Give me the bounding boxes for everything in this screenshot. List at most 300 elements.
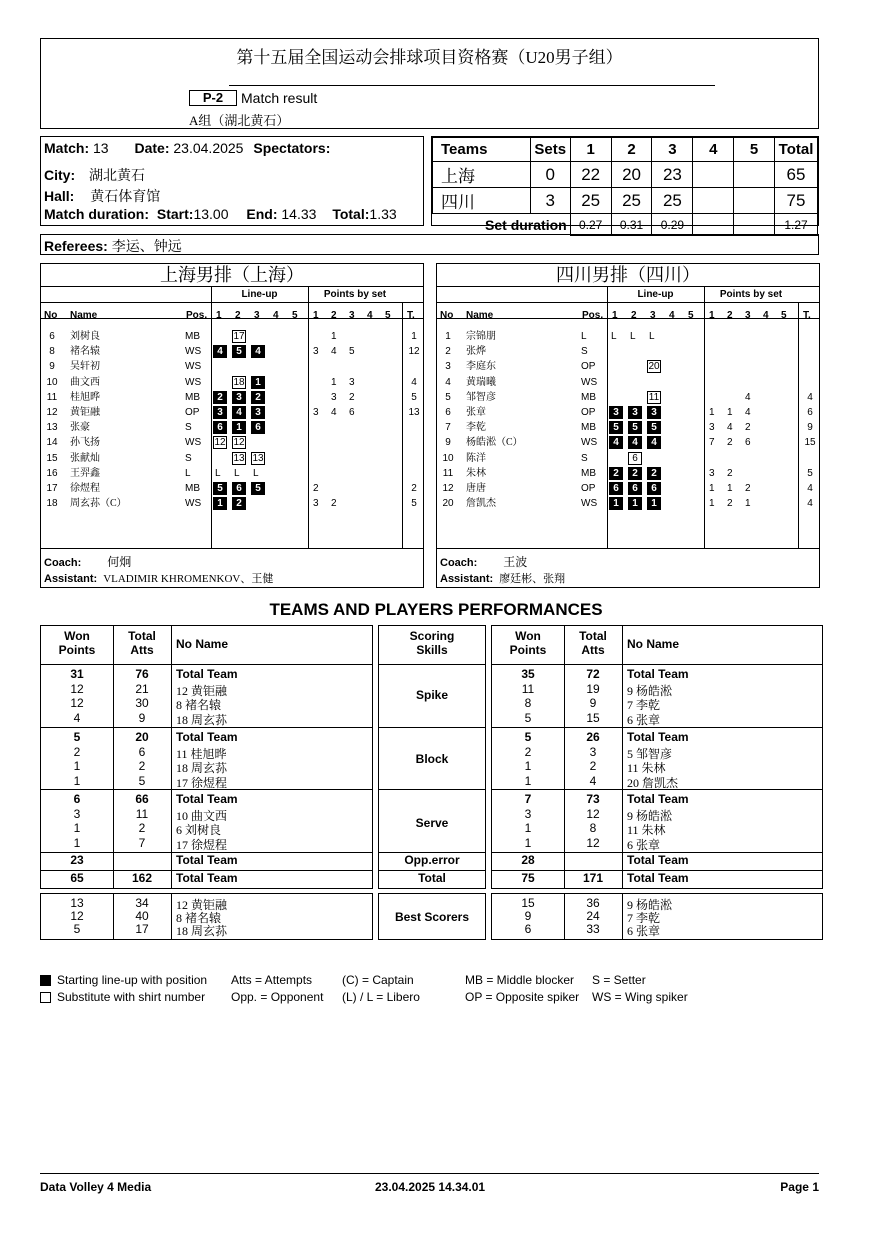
attempts-value: 73 <box>586 792 600 806</box>
set-score-cell <box>734 188 775 214</box>
won-points-value: 5 <box>73 730 81 744</box>
legend-atts: Atts = Attempts <box>231 973 313 987</box>
legend-substitute: Substitute with shirt number <box>57 990 206 1004</box>
attempts-value: 11 <box>135 806 149 821</box>
lineup-set-header: 1 <box>216 310 222 321</box>
scoring-skills-column <box>378 625 486 889</box>
player-position: OP <box>581 483 596 494</box>
column-divider <box>622 894 623 939</box>
column-divider <box>622 626 623 888</box>
city-line <box>44 165 145 185</box>
starting-position-box: 2 <box>213 391 227 404</box>
player-position: WS <box>185 361 202 373</box>
won-points-value: 7 <box>524 792 532 806</box>
set-points: 7 <box>709 437 715 449</box>
starting-position-box: 5 <box>251 482 265 495</box>
player-row <box>41 391 423 406</box>
match-date: 23.04.2025 <box>173 140 244 156</box>
skill-label: Opp.error <box>404 853 460 867</box>
set-points: 1 <box>727 407 733 418</box>
total-team-label: Total Team <box>627 667 689 681</box>
set-points: 3 <box>331 391 337 403</box>
sets-won-cell: 0 <box>530 162 570 188</box>
player-name: 李庭东 <box>466 361 496 373</box>
player-position: S <box>185 452 192 464</box>
col-total-header: T. <box>407 310 415 321</box>
set-points: 3 <box>313 498 319 510</box>
starting-position-box: 2 <box>609 467 623 480</box>
best-atts-value: 33 <box>586 922 600 936</box>
start-label: Start: <box>156 206 194 222</box>
col-name-header: Name <box>466 310 494 321</box>
referees-label: Referees: <box>44 238 108 254</box>
total-header: Total <box>128 629 156 643</box>
event-title: 第十五届全国运动会排球项目资格赛（U20男子组） <box>236 48 623 67</box>
player-number: 8 <box>49 346 55 358</box>
starting-position-box: 5 <box>232 345 246 358</box>
player-number: 14 <box>46 437 58 449</box>
total-points-cell: 65 <box>775 162 818 188</box>
player-name: 张豪 <box>70 422 90 434</box>
best-atts-value: 24 <box>586 909 600 923</box>
best-scorers-label: Best Scorers <box>394 910 470 924</box>
points-set-header: 2 <box>331 310 337 321</box>
player-name: 刘树良 <box>70 331 100 342</box>
starting-position-box: 3 <box>213 406 227 419</box>
hall-line <box>44 186 160 206</box>
player-number: 10 <box>46 376 58 388</box>
group-label: A组（湖北黄石） <box>189 113 290 128</box>
player-number: 13 <box>46 422 58 434</box>
player-name: 宗锦朋 <box>466 331 496 342</box>
player-number: 17 <box>46 483 58 494</box>
col-no-header: No <box>440 310 454 321</box>
best-atts-value: 40 <box>135 909 149 923</box>
total-label: Total: <box>332 206 370 222</box>
lineup-set-header: 5 <box>292 310 298 321</box>
best-won-value: 6 <box>524 922 532 936</box>
row-divider <box>492 664 822 665</box>
substitute-number-box: 6 <box>628 452 642 465</box>
set-score-cell: 23 <box>652 162 693 188</box>
won-points-value: 65 <box>70 871 84 885</box>
starting-position-box: 1 <box>213 497 227 510</box>
lineup-set-header: 2 <box>235 310 241 321</box>
total-points: 4 <box>807 483 813 494</box>
legend-mb: MB = Middle blocker <box>465 973 575 987</box>
player-number: 1 <box>445 331 451 342</box>
attempts-value: 8 <box>589 821 597 835</box>
total-points: 5 <box>411 498 417 510</box>
player-number: 6 <box>49 331 55 342</box>
player-number: 6 <box>445 407 451 418</box>
best-won-value: 12 <box>70 909 84 923</box>
coach-line <box>44 553 131 570</box>
total-points: 9 <box>807 422 813 434</box>
total-time: 1.33 <box>369 206 397 222</box>
total-points: 15 <box>804 437 816 449</box>
points-set-header: 1 <box>313 310 319 321</box>
col-pos-header: Pos. <box>582 310 604 321</box>
starting-position-box: 3 <box>251 406 265 419</box>
coach-name: 何炯 <box>107 555 132 569</box>
player-row <box>41 345 423 360</box>
starting-position-box: 1 <box>251 376 265 389</box>
player-name: 李乾 <box>466 422 486 434</box>
performance-table-right <box>491 625 823 889</box>
substitute-number-box: 11 <box>648 391 660 403</box>
lineup-set-header: 3 <box>254 310 260 321</box>
points-set-header: 3 <box>349 310 355 321</box>
set-score-cell: 22 <box>570 162 611 188</box>
best-scorer-entry: 18 周玄荪 <box>176 924 228 938</box>
won-points-value: 3 <box>73 806 81 821</box>
assistant-names: VLADIMIR KHROMENKOV、王健 <box>103 573 274 585</box>
won-points-value: 1 <box>73 759 81 773</box>
divider <box>41 318 423 319</box>
player-entry: 6 刘树良 <box>176 823 222 837</box>
libero-mark: L <box>649 331 655 342</box>
player-row <box>437 497 819 512</box>
set-points: 1 <box>331 331 337 342</box>
attempts-value: 171 <box>582 871 604 885</box>
teams-header: Teams <box>433 138 531 162</box>
player-row <box>437 406 819 421</box>
player-row <box>41 360 423 375</box>
no-name-header: No Name <box>627 637 680 651</box>
starting-position-box: 6 <box>213 421 227 434</box>
team-panel-sichuan <box>436 263 820 588</box>
best-scorer-entry: 7 李乾 <box>627 911 661 925</box>
total-points: 4 <box>807 498 813 510</box>
player-row <box>41 482 423 497</box>
player-name: 朱林 <box>466 467 486 479</box>
total-team-label: Total Team <box>627 871 689 885</box>
substitute-number-box: 17 <box>233 331 245 342</box>
total-points: 13 <box>408 407 420 418</box>
player-name: 曲文西 <box>70 376 100 388</box>
player-number: 9 <box>49 361 55 373</box>
set5-header: 5 <box>734 138 775 162</box>
end-time: 14.33 <box>281 206 317 222</box>
set4-header: 4 <box>693 138 734 162</box>
best-scorer-entry: 6 张章 <box>627 924 661 938</box>
won-points-value: 75 <box>521 871 535 885</box>
divider <box>437 318 819 319</box>
assistant-names: 廖廷彬、张翔 <box>499 573 566 585</box>
player-position: WS <box>581 498 598 510</box>
scoring-header: Scoring <box>409 629 455 643</box>
won-points-value: 1 <box>73 835 81 850</box>
libero-mark: L <box>215 467 221 479</box>
points-set-header: 4 <box>763 310 769 321</box>
won-points-value: 2 <box>73 744 81 759</box>
starting-position-box: 3 <box>609 406 623 419</box>
set-points: 2 <box>745 483 751 494</box>
player-name: 杨皓淞（C） <box>466 437 523 449</box>
best-won-value: 13 <box>70 896 84 910</box>
city-label: City: <box>44 167 76 183</box>
set-points: 6 <box>349 407 355 418</box>
won-points-value: 1 <box>524 821 532 835</box>
player-name: 陈洋 <box>466 452 486 464</box>
won-points-value: 5 <box>524 730 532 744</box>
best-scorers-left <box>40 893 373 940</box>
substitute-legend-icon <box>40 992 51 1003</box>
substitute-number-box: 18 <box>233 376 245 388</box>
starting-position-box: 5 <box>647 421 661 434</box>
player-entry: 6 张章 <box>627 837 661 852</box>
starting-position-box: 1 <box>647 497 661 510</box>
won-points-value: 5 <box>524 710 532 725</box>
row-divider <box>379 727 485 728</box>
total-points: 4 <box>807 391 813 403</box>
lineup-set-header: 1 <box>612 310 618 321</box>
lineup-set-header: 2 <box>631 310 637 321</box>
won-points-value: 1 <box>524 835 532 850</box>
substitute-number-box: 12 <box>233 437 245 449</box>
won-header: Won <box>64 629 90 643</box>
set-score-cell <box>693 162 734 188</box>
divider <box>437 286 819 287</box>
set-points: 1 <box>331 376 337 388</box>
player-number: 9 <box>445 437 451 449</box>
col-total-header: T. <box>803 310 811 321</box>
lineup-header: Line-up <box>637 289 674 300</box>
assistant-line <box>44 570 273 586</box>
attempts-value: 3 <box>589 744 597 759</box>
hall-label: Hall: <box>44 188 75 204</box>
assistant-label: Assistant: <box>44 573 98 585</box>
total-header: Total <box>775 138 818 162</box>
player-entry: 11 朱林 <box>627 823 666 837</box>
team-name: 上海男排（上海） <box>160 265 304 285</box>
set-points: 2 <box>727 437 733 449</box>
starting-position-box: 2 <box>232 497 246 510</box>
won-points-value: 3 <box>524 806 532 821</box>
lineup-header: Line-up <box>241 289 278 300</box>
substitute-number-box: 13 <box>233 452 245 464</box>
footer-page: Page 1 <box>780 1180 819 1194</box>
starting-position-box: 4 <box>232 406 246 419</box>
set-points: 2 <box>313 483 319 494</box>
won-header: Won <box>515 629 541 643</box>
set-points: 4 <box>331 346 337 358</box>
player-row <box>41 452 423 467</box>
city-value: 湖北黄石 <box>89 169 146 184</box>
date-label: Date: <box>134 140 170 156</box>
player-position: L <box>581 331 587 342</box>
set-points: 1 <box>709 498 715 510</box>
set-points: 1 <box>709 407 715 418</box>
player-position: MB <box>185 331 200 342</box>
legend-starting: Starting line-up with position <box>57 973 208 987</box>
player-entry: 9 杨皓淞 <box>627 808 673 823</box>
libero-mark: L <box>234 467 240 479</box>
skill-label: Block <box>415 752 449 766</box>
total-team-label: Total Team <box>176 730 238 744</box>
divider <box>41 548 423 549</box>
starting-position-box: 1 <box>232 421 246 434</box>
won-points-value: 12 <box>70 681 84 696</box>
won-points-value: 23 <box>70 853 84 867</box>
player-number: 10 <box>442 452 454 464</box>
player-entry: 11 朱林 <box>627 761 666 775</box>
legend-s: S = Setter <box>592 973 646 987</box>
set-points: 3 <box>349 376 355 388</box>
starting-position-box: 6 <box>232 482 246 495</box>
starting-position-box: 5 <box>213 482 227 495</box>
player-entry: 6 张章 <box>627 712 661 727</box>
player-name: 邹智彦 <box>466 391 496 403</box>
total-team-label: Total Team <box>627 792 689 806</box>
total-points: 5 <box>411 391 417 403</box>
skill-label: Total <box>418 871 446 885</box>
starting-position-box: 4 <box>609 436 623 449</box>
starting-position-box: 4 <box>647 436 661 449</box>
set-points: 4 <box>745 391 751 403</box>
set-score-cell: 25 <box>652 188 693 214</box>
starting-position-box: 4 <box>628 436 642 449</box>
report-subtitle: Match result <box>241 90 318 106</box>
libero-mark: L <box>630 331 636 342</box>
player-position: WS <box>185 346 202 358</box>
set-points: 3 <box>709 467 715 479</box>
player-row <box>437 452 819 467</box>
player-position: WS <box>185 498 202 510</box>
player-row <box>41 497 423 512</box>
player-number: 7 <box>445 422 451 434</box>
player-position: MB <box>185 391 200 403</box>
lineup-set-header: 3 <box>650 310 656 321</box>
set-duration-cell: 0.27 <box>570 214 611 236</box>
player-position: WS <box>185 437 202 449</box>
attempts-value: 21 <box>135 681 149 696</box>
player-entry: 5 邹智彦 <box>627 746 673 761</box>
attempts-value: 66 <box>135 792 149 806</box>
attempts-value: 2 <box>589 759 597 773</box>
player-number: 18 <box>46 498 58 510</box>
page-footer <box>40 1173 819 1194</box>
player-entry: 17 徐煜程 <box>176 837 228 852</box>
set-points: 2 <box>727 467 733 479</box>
player-number: 5 <box>445 391 451 403</box>
legend-captain: (C) = Captain <box>342 973 414 987</box>
legend-libero: (L) / L = Libero <box>342 990 420 1004</box>
player-number: 16 <box>46 467 58 479</box>
match-label: Match: <box>44 140 90 156</box>
player-position: S <box>185 422 192 434</box>
set-points: 2 <box>349 391 355 403</box>
start-time: 13.00 <box>193 206 229 222</box>
libero-mark: L <box>611 331 617 342</box>
player-row <box>41 421 423 436</box>
player-position: WS <box>581 437 598 449</box>
best-scorer-entry: 8 褚名辕 <box>176 911 222 925</box>
player-entry: 18 周玄荪 <box>176 761 228 775</box>
atts-header: Atts <box>581 643 605 657</box>
col-pos-header: Pos. <box>186 310 208 321</box>
player-number: 12 <box>46 407 58 418</box>
starting-position-box: 6 <box>609 482 623 495</box>
player-name: 张献灿 <box>70 452 100 464</box>
set-score-cell <box>734 162 775 188</box>
attempts-value: 72 <box>586 667 600 681</box>
player-position: MB <box>185 483 200 494</box>
best-atts-value: 17 <box>135 922 149 936</box>
set-duration-label: Set duration <box>485 216 567 233</box>
player-entry: 20 詹凯杰 <box>627 775 679 790</box>
total-team-label: Total Team <box>176 667 238 681</box>
set-points: 4 <box>745 407 751 418</box>
skill-label: Spike <box>415 688 448 702</box>
attempts-value: 2 <box>138 821 146 835</box>
sets-won-cell: 3 <box>530 188 570 214</box>
performances-title: TEAMS AND PLAYERS PERFORMANCES <box>269 600 603 619</box>
starting-position-box: 2 <box>628 467 642 480</box>
best-atts-value: 34 <box>135 896 149 910</box>
player-name: 王羿鑫 <box>70 467 100 479</box>
player-name: 黄钜融 <box>70 407 100 418</box>
points-set-header: 1 <box>709 310 715 321</box>
starting-position-box: 1 <box>628 497 642 510</box>
points-by-set-header: Points by set <box>719 289 783 300</box>
set-score-cell <box>693 188 734 214</box>
attempts-value: 5 <box>138 773 146 788</box>
player-name: 吴轩初 <box>70 361 100 373</box>
end-label: End: <box>246 206 278 222</box>
score-table <box>431 136 819 233</box>
player-name: 孙飞扬 <box>70 437 100 449</box>
best-scorer-entry: 9 杨皓淞 <box>627 898 673 912</box>
coach-line <box>440 553 527 570</box>
attempts-value: 12 <box>586 835 600 850</box>
total-team-label: Total Team <box>176 792 238 806</box>
starting-position-box: 3 <box>628 406 642 419</box>
row-divider <box>379 664 485 665</box>
player-name: 张章 <box>466 407 486 418</box>
attempts-value: 15 <box>586 710 600 725</box>
starting-position-box: 6 <box>628 482 642 495</box>
attempts-value: 26 <box>586 730 600 744</box>
match-line <box>44 140 330 156</box>
player-number: 15 <box>46 452 58 464</box>
player-row <box>437 391 819 406</box>
player-row <box>41 467 423 482</box>
won-points-value: 35 <box>521 667 535 681</box>
footer-timestamp: 23.04.2025 14.34.01 <box>375 1180 486 1194</box>
set-duration-row <box>433 214 818 236</box>
best-scorer-entry: 12 黄钜融 <box>176 898 228 912</box>
total-team-label: Total Team <box>176 871 238 885</box>
spectators-label: Spectators: <box>253 140 331 156</box>
best-won-value: 9 <box>524 909 532 923</box>
starting-position-box: 4 <box>251 345 265 358</box>
won-points-value: 31 <box>70 667 84 681</box>
set-duration-cell <box>734 214 775 236</box>
won-points-value: 8 <box>524 696 532 710</box>
coach-name: 王波 <box>503 555 528 569</box>
best-won-value: 15 <box>521 896 535 910</box>
player-entry: 12 黄钜融 <box>176 683 228 698</box>
player-name: 黄瑞曦 <box>466 376 496 388</box>
starting-position-box: 6 <box>647 482 661 495</box>
total-duration-cell: 1.27 <box>775 214 818 236</box>
best-won-value: 5 <box>73 922 81 936</box>
divider <box>437 302 819 303</box>
column-divider <box>171 894 172 939</box>
set-points: 2 <box>745 422 751 434</box>
